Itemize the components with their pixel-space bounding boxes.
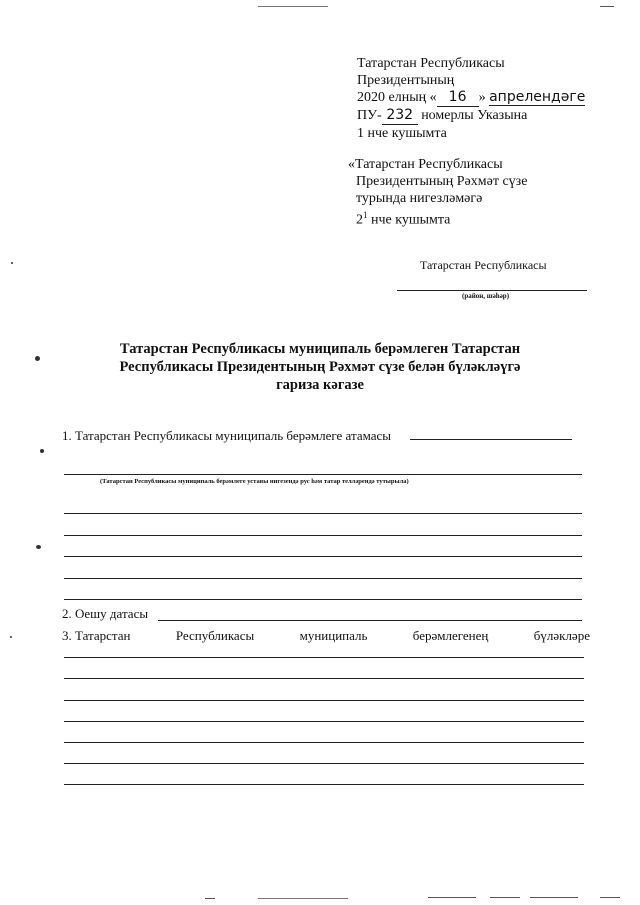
item-1-label: 1. Татарстан Республикасы муниципаль берәмлеге атамасы xyxy=(62,428,391,443)
item-1-line-6[interactable] xyxy=(64,599,582,600)
recipient-caption: (район, шәһәр) xyxy=(462,292,510,300)
item-3-line-4[interactable] xyxy=(64,721,584,722)
date-mid: » xyxy=(478,90,486,105)
date-day: 16 xyxy=(437,89,479,107)
item-3-line-6[interactable] xyxy=(64,763,584,764)
item-3-line-1[interactable] xyxy=(64,657,584,658)
item-2-line[interactable] xyxy=(158,620,582,621)
item-3-line-7[interactable] xyxy=(64,784,584,785)
date-month: апрелендәге xyxy=(489,89,586,105)
title-line-2: Республикасы Президентының Рәхмәт сүзе белән бүләкләүгә xyxy=(119,359,521,375)
sub-line-1: «Татарстан Республикасы xyxy=(348,157,503,172)
item-3-word-5: бүләкләре xyxy=(533,628,590,643)
scan-speck xyxy=(35,356,40,361)
item-3-word-3: муниципаль xyxy=(299,628,368,643)
scan-artifact-bottom xyxy=(428,897,476,898)
header-line-1: Татарстан Республикасы xyxy=(357,56,505,71)
scan-speck xyxy=(10,636,12,638)
decree-number: 232 xyxy=(382,107,418,125)
item-3-line-5[interactable] xyxy=(64,742,584,743)
item-1-line-3[interactable] xyxy=(64,535,582,536)
decree-prefix: ПУ- xyxy=(357,108,382,123)
item-1-line-4[interactable] xyxy=(64,556,582,557)
scan-artifact-top xyxy=(258,6,328,7)
recipient-line xyxy=(397,290,587,291)
item-1-line-2[interactable] xyxy=(64,513,582,514)
scan-artifact-top-2 xyxy=(600,6,614,7)
item-1-caption: (Татарстан Республикасы муниципаль берәмлеге уставы нигезендә рус һәм татар телләрендә тутырыла) xyxy=(100,478,409,485)
item-1-line-1[interactable] xyxy=(64,474,582,475)
header-block xyxy=(357,55,627,142)
scan-artifact-bottom xyxy=(530,897,578,898)
item-3-label xyxy=(62,628,590,644)
appendix-rest: нче кушымта xyxy=(367,212,451,228)
sub-line-3: турында нигезләмәгә xyxy=(356,191,483,206)
title-line-1: Татарстан Республикасы муниципаль берәмлеген Татарстан xyxy=(119,341,521,357)
sub-line-2: Президентының Рәхмәт сүзе xyxy=(356,174,528,189)
decree-suffix: номерлы Указына xyxy=(421,108,528,123)
scan-speck xyxy=(11,262,13,264)
header-line-2: Президентының xyxy=(357,73,455,88)
recipient-label: Татарстан Республикасы xyxy=(420,258,547,272)
item-3-word-1: 3. Татарстан xyxy=(62,628,131,643)
item-3-line-3[interactable] xyxy=(64,700,584,701)
item-3-word-2: Республикасы xyxy=(175,628,255,643)
header-date-line xyxy=(357,89,627,107)
title-line-3: гариза кәгазе xyxy=(276,377,364,393)
scan-speck xyxy=(40,449,44,453)
sub-appendix xyxy=(348,207,618,229)
item-3-line-2[interactable] xyxy=(64,678,584,679)
appendix-superscript: 1 xyxy=(363,210,368,220)
item-3-word-4: берәмлегенең xyxy=(412,628,489,643)
scan-artifact-bottom xyxy=(490,897,520,898)
item-1-inline-line[interactable] xyxy=(410,439,572,440)
scan-speck xyxy=(36,545,41,549)
appendix-number: 2 xyxy=(356,212,363,228)
sub-block xyxy=(348,156,618,229)
decree-line xyxy=(357,107,627,125)
scan-artifact-bottom xyxy=(205,898,215,899)
date-prefix: 2020 елның « xyxy=(357,90,437,105)
form-title xyxy=(60,340,580,394)
scan-artifact-bottom xyxy=(258,898,348,899)
appendix-1: 1 нче кушымта xyxy=(357,126,447,141)
scan-artifact-bottom xyxy=(600,897,620,898)
item-2-label: 2. Оешу датасы xyxy=(62,606,149,621)
item-1-line-5[interactable] xyxy=(64,578,582,579)
